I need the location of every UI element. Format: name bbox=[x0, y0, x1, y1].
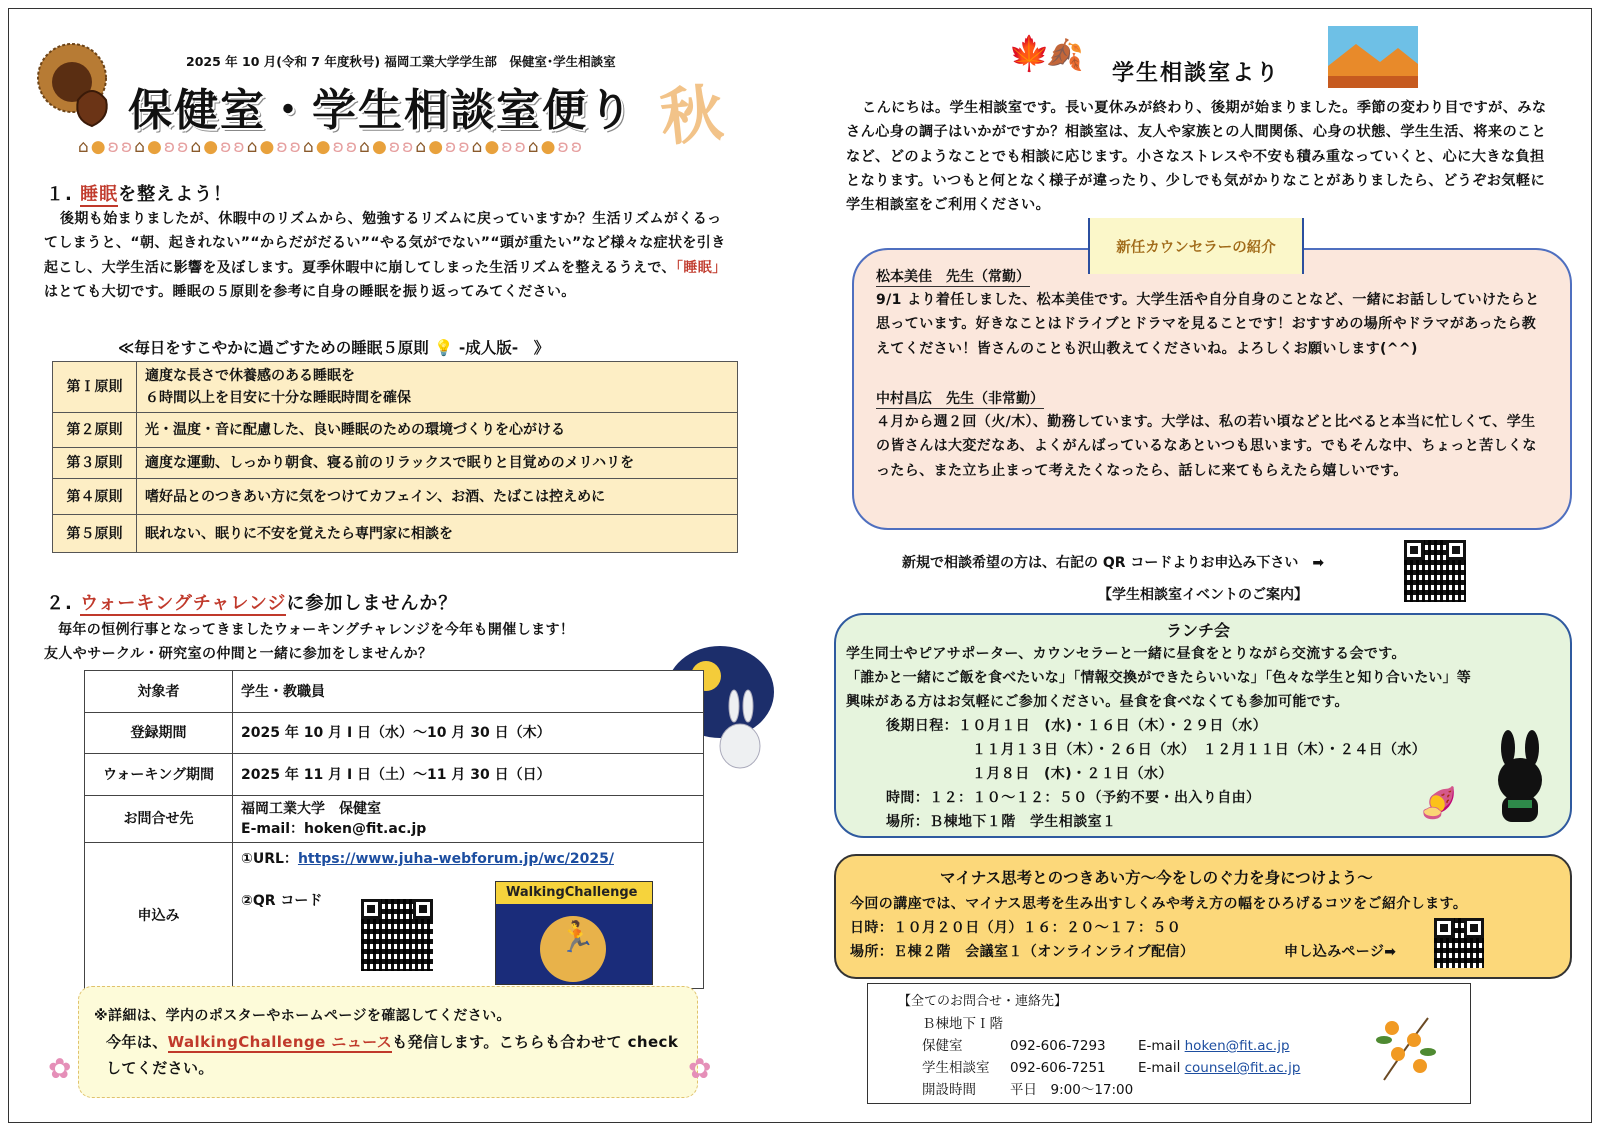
sleep-table-title bbox=[118, 336, 549, 358]
contact-title: 【全てのお問合せ・連絡先】 bbox=[898, 994, 1068, 1009]
counselor-2-name: 中村昌広 先生（非常勤） bbox=[876, 388, 1044, 409]
lunch-schedule-1: 後期日程：１０月１日 (水)・１６日（木）・２９日（水） bbox=[886, 718, 1267, 734]
walking-intro-1: 毎年の恒例行事となってきましたウォーキングチャレンジを今年も開催します！ bbox=[58, 622, 575, 638]
rule-text bbox=[137, 362, 738, 413]
row-label: 対象者 bbox=[85, 671, 233, 713]
issue-line: 2025 年 10 月(令和 7 年度秋号) 福岡工業大学学生部 保健室･学生相談室 bbox=[186, 54, 616, 69]
section-number: １. bbox=[46, 184, 73, 205]
walking-intro-2: 友人やサークル・研究室の仲間と一緒に参加をしませんか？ bbox=[44, 646, 433, 662]
lunch-place: 場所：Ｂ棟地下１階 学生相談室１ bbox=[886, 814, 1117, 830]
contact-row-counsel bbox=[922, 1056, 1300, 1076]
contact-tel: 092-606-7251 bbox=[1010, 1060, 1106, 1076]
note-line-1: ※詳細は、学内のポスターやホームページを確認してください。 bbox=[94, 1008, 511, 1024]
lunch-title: ランチ会 bbox=[1166, 621, 1231, 640]
note-line-2 bbox=[106, 1030, 678, 1054]
counsel-section-title: 学生相談室より bbox=[1112, 61, 1281, 86]
seminar-qr-code[interactable] bbox=[1434, 918, 1484, 968]
counselor-2-text: ４月から週２回（火/木）、勤務しています。大学は、私の若い頃などと比べると本当に忙しくて、学生の皆さんは大変だなあ、よくがんばっているなあといつも思います。でもそんな中、ちょっと苦しくなったら、また立ち止まって考えたくなったら、話しに来てもらえたら嬉しいです。 bbox=[876, 414, 1537, 479]
section-number: ２. bbox=[46, 593, 73, 614]
hoken-email-link[interactable]: hoken@fit.ac.jp bbox=[1184, 1038, 1290, 1054]
sleep-intro-highlight: 「睡眠」 bbox=[675, 259, 727, 276]
row-value: 学生・教職員 bbox=[233, 671, 704, 713]
lunch-schedule-3: １月８日 (木)・２１日（水） bbox=[972, 766, 1173, 782]
hours-label: 開設時間 bbox=[922, 1082, 976, 1098]
contact-location: Ｂ棟地下Ｉ階 bbox=[922, 1016, 1003, 1032]
sleep-intro-text: 後期も始まりましたが、休暇中のリズムから、勉強するリズムに戻っていますか？生活リズムがくるってしまうと、“朝、起きれない”“からだがだるい”“やる気がでない”“頭が重たい”など様々な症状を引き起こし、大学生活に影響を及ぼします。夏季休暇中に崩してしまった生活リズムを整えるうえで、 bbox=[44, 211, 726, 276]
qr-label: ②QR コード bbox=[241, 893, 323, 909]
runner-icon: 🏃 bbox=[558, 920, 596, 955]
autumn-landscape-illustration bbox=[1328, 26, 1418, 88]
walking-info-table bbox=[84, 670, 704, 989]
seminar-place: 場所：Ｅ棟２階 会議室１（オンラインライブ配信） bbox=[850, 944, 1195, 960]
url-label: ①URL： bbox=[241, 851, 298, 867]
table-row bbox=[53, 413, 738, 448]
banner-label: WalkingChallenge bbox=[496, 882, 652, 904]
table-row bbox=[53, 515, 738, 553]
contact-row-health bbox=[922, 1034, 1290, 1054]
table-row bbox=[53, 479, 738, 515]
heading-highlight: ウォーキングチャレンジ bbox=[80, 593, 287, 614]
sleep-intro-end: はとても大切です。睡眠の５原則を参考に自身の睡眠を振り返ってみてください。 bbox=[44, 283, 576, 300]
row-value: 2025 年 11 月 I 日（土）～11 月 30 日（日） bbox=[233, 754, 704, 796]
sleep-section-heading bbox=[46, 180, 232, 206]
inquiry-email: E-mail：hoken@fit.ac.jp bbox=[241, 821, 427, 837]
seminar-line-1: 今回の講座では、マイナス思考を生み出すしくみや考え方の幅をひろげるコツをご紹介します。 bbox=[850, 896, 1468, 912]
sleep-intro bbox=[44, 207, 734, 304]
row-label: お問合せ先 bbox=[85, 796, 233, 843]
note-highlight: WalkingChallenge ニュース bbox=[167, 1033, 393, 1051]
note-text: も発信します。こちらも合わせて check bbox=[392, 1033, 679, 1051]
rule-label: 第５原則 bbox=[53, 515, 137, 553]
contact-mail-label: E-mail bbox=[1138, 1038, 1181, 1054]
walking-url-link[interactable]: https://www.juha-webforum.jp/wc/2025/ bbox=[297, 851, 614, 867]
table-row bbox=[85, 796, 704, 843]
contact-tel: 092-606-7293 bbox=[1010, 1038, 1106, 1054]
rule-text: 眠れない、眠りに不安を覚えたら専門家に相談を bbox=[137, 515, 738, 553]
rule-label: 第２原則 bbox=[53, 413, 137, 448]
row-label: ウォーキング期間 bbox=[85, 754, 233, 796]
chestnut-illustration bbox=[28, 38, 124, 134]
rabbit-mascot-icon bbox=[1486, 730, 1556, 826]
flower-icon: ✿ bbox=[688, 1052, 712, 1085]
walking-section-heading bbox=[46, 589, 457, 615]
lightbulb-icon: 💡 bbox=[434, 339, 454, 357]
lunch-line-3: 興味がある方はお気軽にご参加ください。昼食を食べなくても参加可能です。 bbox=[846, 694, 1349, 710]
maple-leaf-icon: 🍁 bbox=[1008, 34, 1051, 74]
lunch-schedule-2: １１月１３日（木）・２６日（水） １２月１１日（木）・２４日（水） bbox=[972, 742, 1427, 758]
season-mark: 秋 bbox=[656, 75, 727, 156]
qr-instruction: 新規で相談希望の方は、右記の QR コードよりお申込み下さい ➡ bbox=[902, 555, 1325, 571]
seminar-title: マイナス思考とのつきあい方～今をしのぐ力を身につけよう～ bbox=[940, 869, 1373, 887]
page-title: 保健室・学生相談室便り bbox=[128, 85, 634, 136]
counselor-ribbon: 新任カウンセラーの紹介 bbox=[1088, 218, 1304, 274]
table-row bbox=[53, 362, 738, 413]
lunch-time: 時間：１２：１０～１２：５０（予約不要・出入り自由） bbox=[886, 790, 1261, 806]
table-row bbox=[85, 843, 704, 989]
table-row bbox=[85, 754, 704, 796]
contact-name: 学生相談室 bbox=[922, 1060, 990, 1076]
events-title: 【学生相談室イベントのご案内】 bbox=[1098, 587, 1308, 603]
osmanthus-flower-icon bbox=[1374, 1010, 1438, 1084]
table-row bbox=[85, 671, 704, 713]
hours-value: 平日 9:00～17:00 bbox=[1010, 1082, 1134, 1098]
rule-text: 適度な運動、しっかり朝食、寝る前のリラックスで眠りと目覚めのメリハリを bbox=[137, 448, 738, 479]
contact-hours bbox=[922, 1078, 1133, 1098]
heading-rest: に参加しませんか？ bbox=[286, 593, 458, 614]
walking-challenge-banner bbox=[495, 881, 653, 985]
counsel-qr-code[interactable] bbox=[1404, 540, 1466, 602]
rule-line: ６時間以上を目安に十分な睡眠時間を確保 bbox=[145, 390, 411, 406]
contact-mail-label: E-mail bbox=[1138, 1060, 1181, 1076]
note-line-3: してください。 bbox=[106, 1059, 214, 1077]
rule-text: 嗜好品とのつきあい方に気をつけてカフェイン、お酒、たばこは控えめに bbox=[137, 479, 738, 515]
table-title-a: ≪毎日をすこやかに過ごすための睡眠５原則 bbox=[118, 339, 429, 357]
sleep-rules-table bbox=[52, 361, 738, 553]
walking-qr-code[interactable] bbox=[361, 899, 433, 971]
table-row bbox=[53, 448, 738, 479]
seminar-date: 日時：１０月２０日（月）１６：２０～１７：５０ bbox=[850, 920, 1182, 936]
chestnut-icon bbox=[77, 91, 106, 126]
row-label: 登録期間 bbox=[85, 713, 233, 754]
autumn-decoration-row: ⌂ ● ʚ ʚ ⌂ ● ʚ ʚ ⌂ ● ʚ ʚ ⌂ ● ʚ ʚ ⌂ ● ʚ ʚ ⌂ ● ʚ ʚ ⌂ ● ʚ ʚ ⌂ ● ʚ ʚ ⌂ ● ʚ ʚ bbox=[78, 137, 583, 157]
rule-label: 第３原則 bbox=[53, 448, 137, 479]
row-value: 2025 年 10 月 I 日（水）～10 月 30 日（木） bbox=[233, 713, 704, 754]
seminar-apply-label: 申し込みページ➡ bbox=[1284, 944, 1397, 960]
counselor-1-text: 9/1 より着任しました、松本美佳です。大学生活や自分自身のことなど、一緒にお話ししていけたらと思っています。好きなことはドライブとドラマを見ることです！おすすめの場所やドラマがあったら教えてください！皆さんのことも沢山教えてくださいね。よろしくお願いします(^^) bbox=[876, 292, 1540, 357]
heading-highlight: 睡眠 bbox=[80, 184, 119, 205]
counselor-1-name: 松本美佳 先生（常勤） bbox=[876, 266, 1030, 287]
lunch-line-2: 「誰かと一緒にご飯を食べたいな」「情報交換ができたらいいな」「色々な学生と知り合いたい」等 bbox=[846, 670, 1471, 686]
rule-label: 第４原則 bbox=[53, 479, 137, 515]
contact-name: 保健室 bbox=[922, 1038, 963, 1054]
heading-rest: を整えよう！ bbox=[118, 184, 233, 205]
table-row bbox=[85, 713, 704, 754]
row-label: 申込み bbox=[85, 843, 233, 989]
sweet-potato-icon: 🍠 bbox=[1420, 786, 1458, 821]
lunch-line-1: 学生同士やピアサポーター、カウンセラーと一緒に昼食をとりながら交流する会です。 bbox=[846, 646, 1406, 662]
inquiry-line: 福岡工業大学 保健室 bbox=[241, 801, 381, 817]
rule-line: 適度な長さで休養感のある睡眠を bbox=[145, 368, 355, 384]
row-value bbox=[233, 796, 704, 843]
rule-text: 光・温度・音に配慮した、良い睡眠のための環境づくりを心がける bbox=[137, 413, 738, 448]
apply-cell bbox=[233, 843, 704, 989]
counsel-email-link[interactable]: counsel@fit.ac.jp bbox=[1184, 1060, 1301, 1076]
rule-label: 第Ｉ原則 bbox=[53, 362, 137, 413]
note-text: 今年は、 bbox=[106, 1033, 168, 1051]
counsel-intro: こんにちは。学生相談室です。長い夏休みが終わり、後期が始まりました。季節の変わり目ですが、みなさん心身の調子はいかがですか？相談室は、友人や家族との人間関係、心身の状態、学生生活、将来のことなど、どのようなことでも相談に応じます。小さなストレスや不安も積み重なっていくと、心に大きな負担となります。いつもと何となく様子が違ったり、少しでも気がかりなことがありましたら、どうぞお気軽に学生相談室をご利用ください。 bbox=[846, 100, 1547, 214]
table-title-b: -成人版- 》 bbox=[458, 339, 550, 357]
ginkgo-leaf-icon: 🍂 bbox=[1046, 38, 1084, 73]
flower-icon: ✿ bbox=[48, 1052, 72, 1085]
